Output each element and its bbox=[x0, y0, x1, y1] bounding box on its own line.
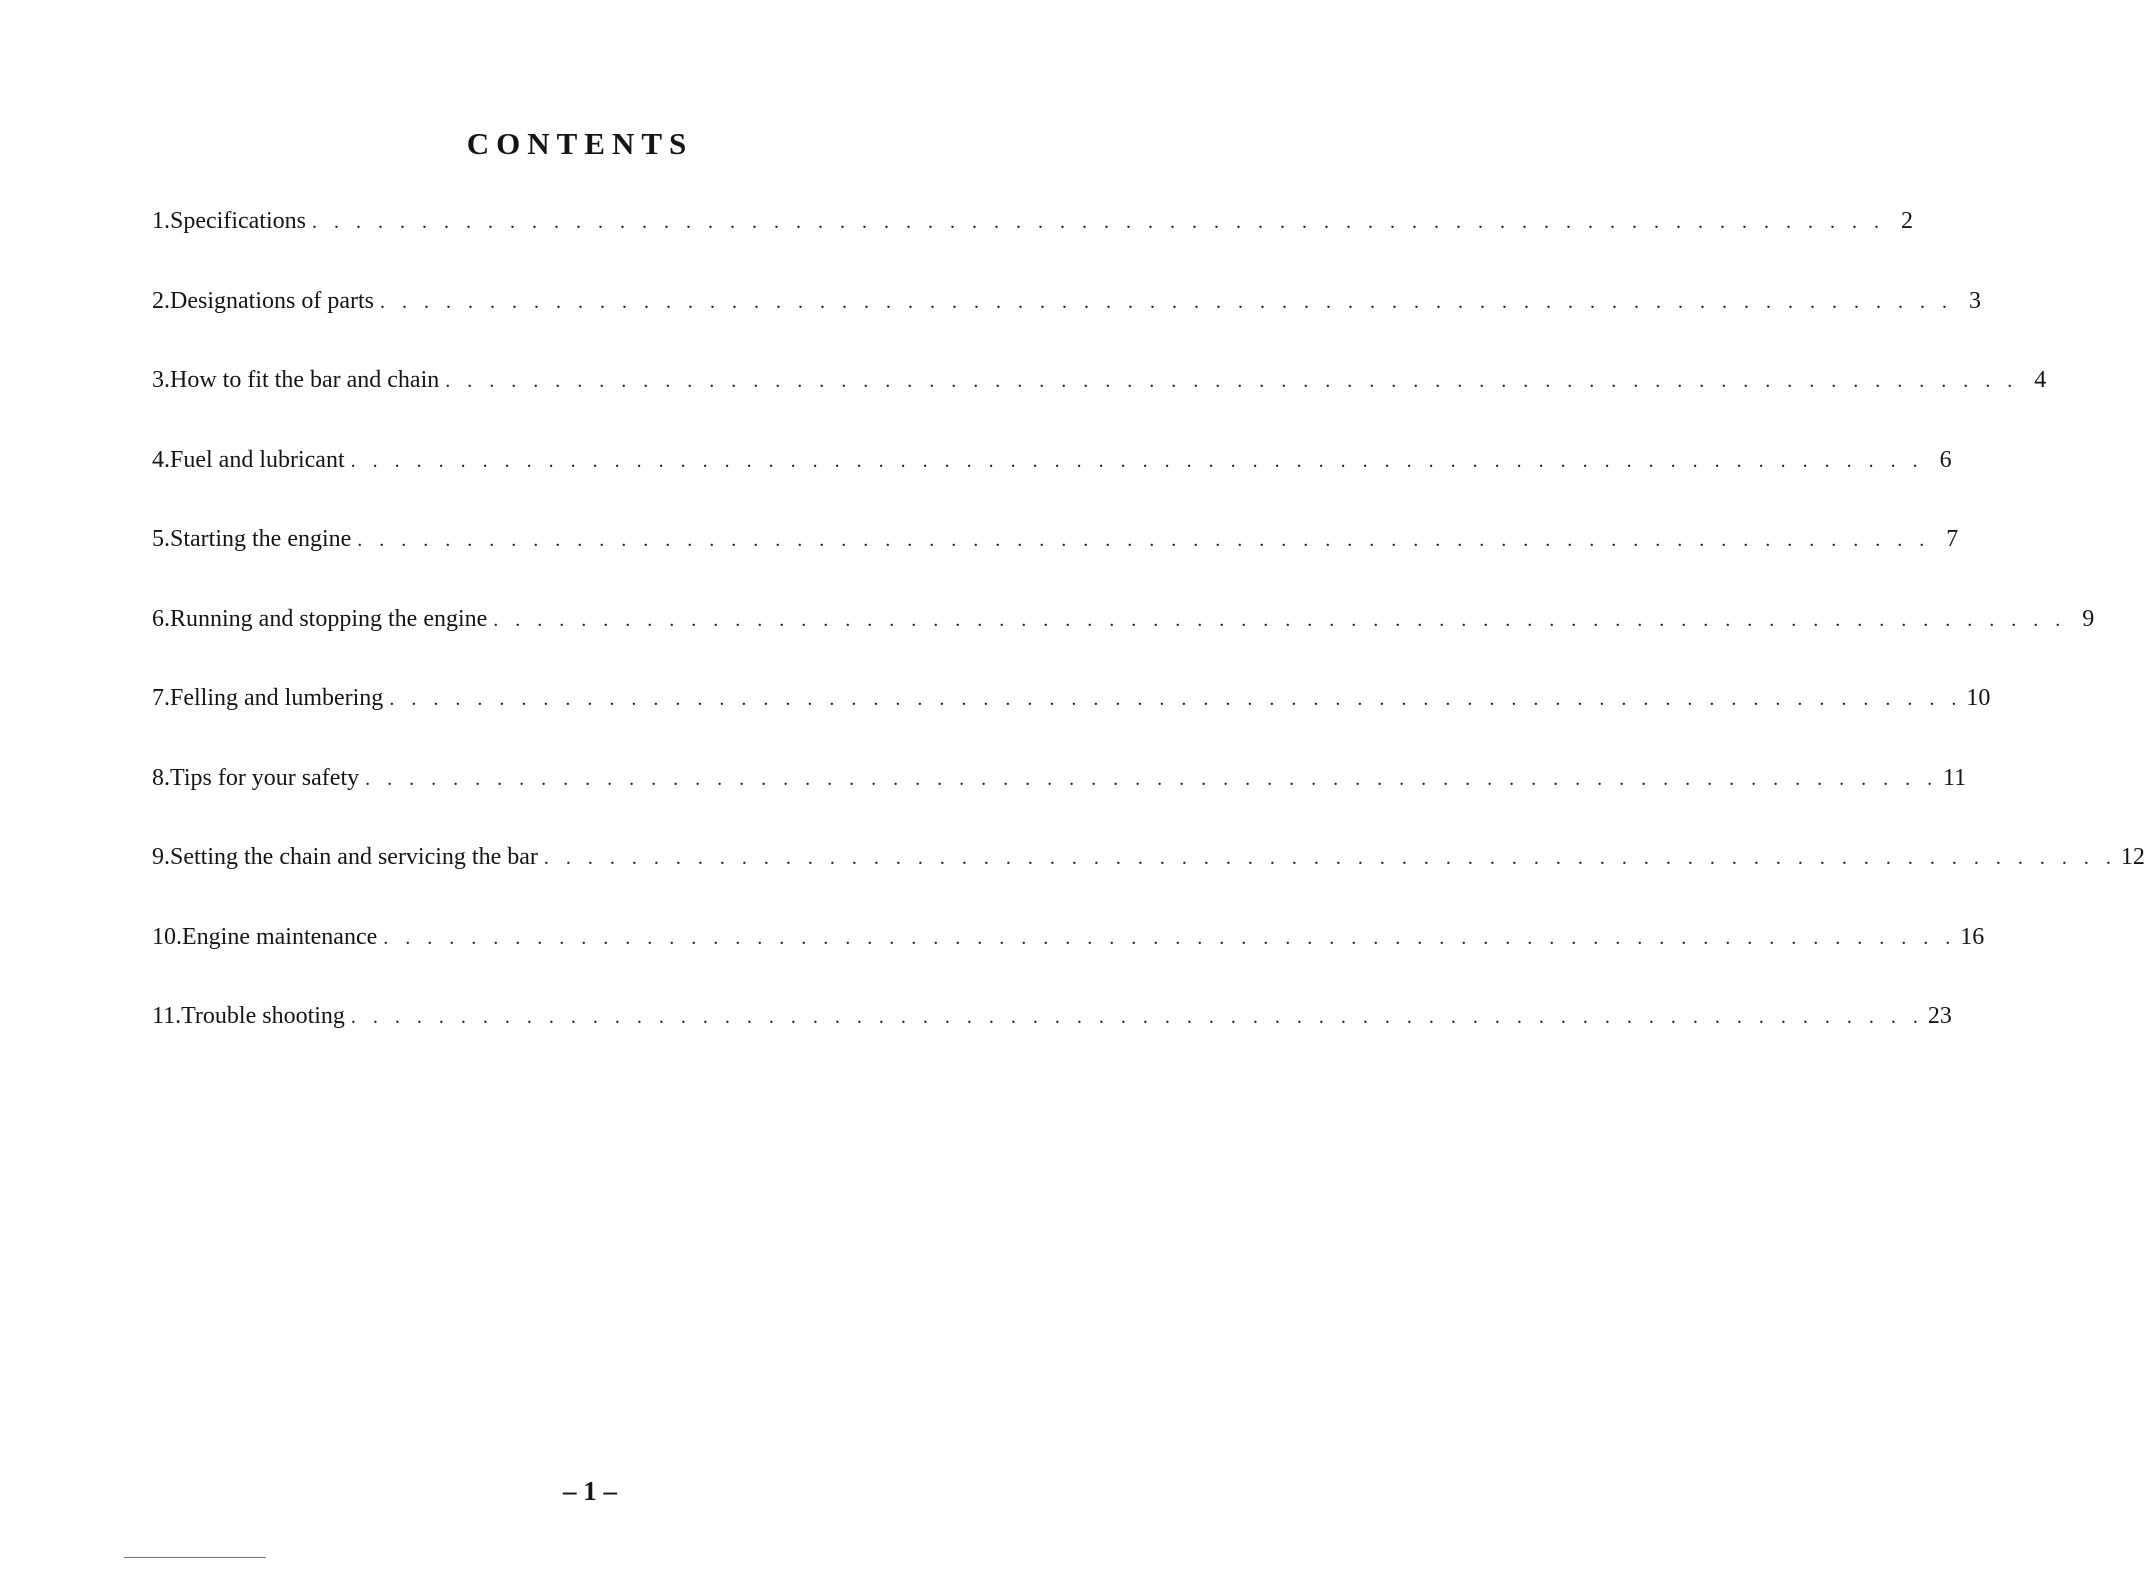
toc-entry-number: 11. bbox=[152, 1003, 182, 1029]
toc-entry-page: 7 bbox=[1946, 526, 1959, 552]
toc-entry-number: 1. bbox=[152, 208, 170, 234]
toc-dot-leader: . . . . . . . . . . . . . . . . . . . . . . . . . . . . . . . . . . . . . . . . . . . . . . . . . . . . . . . . . . . . . . . . . . . . . . . . bbox=[445, 370, 2019, 392]
toc-entry bbox=[140, 1003, 1952, 1083]
toc-dot-leader: . . . . . . . . . . . . . . . . . . . . . . . . . . . . . . . . . . . . . . . . . . . . . . . . . . . . . . . . . . . . . . . . . . . . . . . . bbox=[379, 290, 1953, 313]
toc-entry-title: Felling and lumbering bbox=[170, 685, 384, 711]
toc-entry-number: 9. bbox=[152, 844, 170, 870]
toc-entry-title: Tips for your safety bbox=[170, 764, 360, 791]
page-number: – 1 – bbox=[563, 1476, 617, 1506]
toc-entry-number: 8. bbox=[152, 764, 170, 791]
toc-entry-title: Fuel and lubricant bbox=[170, 446, 345, 473]
toc-entry bbox=[140, 367, 2047, 447]
toc-dot-leader: . . . . . . . . . . . . . . . . . . . . . . . . . . . . . . . . . . . . . . . . . . . . . . . . . . . . . . . . . . . . . . . . . . . . . . . . bbox=[365, 767, 1939, 790]
toc-entry-number: 10. bbox=[152, 923, 182, 950]
toc-entry-number: 5. bbox=[152, 526, 170, 552]
toc-entry-title: Trouble shooting bbox=[181, 1003, 345, 1029]
toc-dot-leader: . . . . . . . . . . . . . . . . . . . . . . . . . . . . . . . . . . . . . . . . . . . . . . . . . . . . . . . . . . . . . . . . . . . . . . . . bbox=[383, 926, 1957, 949]
toc-entry-title: How to fit the bar and chain bbox=[170, 367, 440, 393]
toc-entry-number: 3. bbox=[152, 367, 170, 393]
footer-rule bbox=[124, 1557, 266, 1558]
toc-entry-page: 23 bbox=[1927, 1003, 1952, 1029]
toc-entry-page: 3 bbox=[1968, 287, 1981, 314]
toc-dot-leader: . . . . . . . . . . . . . . . . . . . . . . . . . . . . . . . . . . . . . . . . . . . . . . . . . . . . . . . . . . . . . . . . . . . . . . . . bbox=[350, 1006, 1924, 1028]
toc-dot-leader: . . . . . . . . . . . . . . . . . . . . . . . . . . . . . . . . . . . . . . . . . . . . . . . . . . . . . . . . . . . . . . . . . . . . . . . . bbox=[493, 608, 2067, 631]
toc-entry-page: 10 bbox=[1966, 685, 1991, 711]
toc-entry-page: 4 bbox=[2034, 367, 2047, 393]
toc-dot-leader: . . . . . . . . . . . . . . . . . . . . . . . . . . . . . . . . . . . . . . . . . . . . . . . . . . . . . . . . . . . . . . . . . . . . . . . . bbox=[350, 449, 1924, 472]
toc-dot-leader: . . . . . . . . . . . . . . . . . . . . . . . . . . . . . . . . . . . . . . . . . . . . . . . . . . . . . . . . . . . . . . . . . . . . . . . . bbox=[389, 688, 1963, 710]
toc-entry-page: 16 bbox=[1960, 923, 1985, 950]
toc-entry bbox=[140, 764, 1967, 845]
toc-entry-title: Starting the engine bbox=[170, 526, 352, 552]
toc-entry-title: Engine maintenance bbox=[182, 923, 378, 950]
toc-entry-title: Running and stopping the engine bbox=[170, 605, 488, 632]
toc-entry-title: Designations of parts bbox=[170, 287, 374, 314]
toc-dot-leader: . . . . . . . . . . . . . . . . . . . . . . . . . . . . . . . . . . . . . . . . . . . . . . . . . . . . . . . . . . . . . . . . . . . . . . . . bbox=[543, 847, 2117, 869]
toc-entry-page: 2 bbox=[1900, 208, 1913, 234]
toc-entry-page: 9 bbox=[2082, 605, 2095, 632]
toc-entry-page: 12 bbox=[2120, 844, 2145, 870]
table-of-contents bbox=[140, 208, 2145, 1083]
toc-entry-number: 7. bbox=[152, 685, 170, 711]
toc-entry bbox=[140, 287, 1981, 368]
toc-entry bbox=[140, 605, 2095, 686]
toc-entry bbox=[140, 685, 1991, 765]
toc-entry-title: Setting the chain and servicing the bar bbox=[170, 844, 538, 870]
toc-entry-number: 4. bbox=[152, 446, 170, 473]
toc-entry bbox=[140, 446, 1952, 527]
toc-entry-number: 2. bbox=[152, 287, 170, 314]
toc-entry bbox=[140, 923, 1985, 1004]
toc-entry-title: Specifications bbox=[170, 208, 306, 234]
toc-entry-number: 6. bbox=[152, 605, 170, 632]
toc-dot-leader: . . . . . . . . . . . . . . . . . . . . . . . . . . . . . . . . . . . . . . . . . . . . . . . . . . . . . . . . . . . . . . . . . . . . . . . . bbox=[311, 211, 1885, 233]
toc-entry bbox=[140, 526, 1959, 606]
toc-entry-page: 11 bbox=[1943, 764, 1967, 791]
toc-entry bbox=[140, 208, 1913, 288]
toc-entry-page: 6 bbox=[1939, 446, 1952, 473]
toc-dot-leader: . . . . . . . . . . . . . . . . . . . . . . . . . . . . . . . . . . . . . . . . . . . . . . . . . . . . . . . . . . . . . . . . . . . . . . . . bbox=[357, 529, 1931, 551]
page-title: CONTENTS bbox=[466, 126, 694, 161]
toc-entry bbox=[140, 844, 2145, 924]
